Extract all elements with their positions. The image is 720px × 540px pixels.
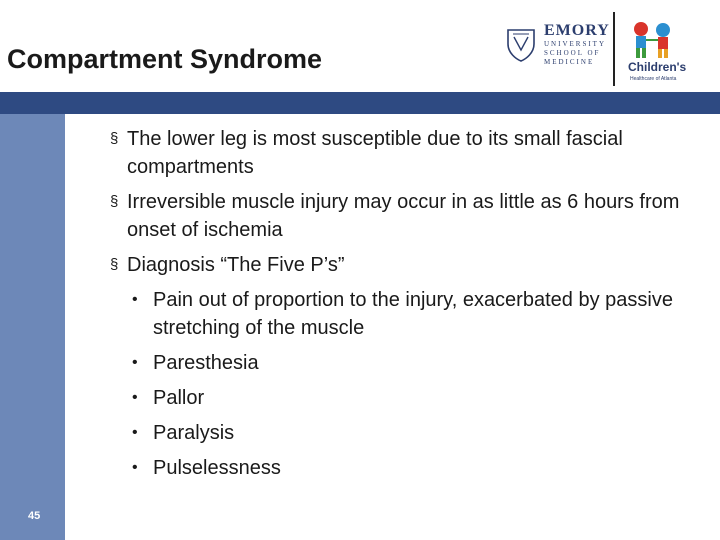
sub-bullet-marker: • xyxy=(132,389,138,406)
sub-bullet-text: Paralysis xyxy=(153,422,235,444)
bullet-text: Diagnosis “The Five P’s” xyxy=(127,254,345,276)
sub-bullet-item xyxy=(110,454,700,482)
childrens-tagline: Healthcare of Atlanta xyxy=(630,76,677,82)
logo-area xyxy=(500,10,705,90)
sub-bullet-item xyxy=(110,419,700,447)
sub-bullet-text: Paresthesia xyxy=(153,352,259,374)
emory-line3: SCHOOL OF xyxy=(544,49,601,57)
bullet-item xyxy=(110,188,700,244)
emory-shield-icon xyxy=(506,28,536,62)
sub-bullet-text: Pallor xyxy=(153,387,205,409)
sub-bullet-marker: • xyxy=(132,459,138,476)
bullet-text: Irreversible muscle injury may occur in as little as 6 hours from onset of ischemia xyxy=(127,191,680,241)
bullet-marker: § xyxy=(110,130,119,147)
bullet-marker: § xyxy=(110,256,119,273)
sub-bullet-marker: • xyxy=(132,291,138,308)
sub-bullet-item xyxy=(110,384,700,412)
bullet-item xyxy=(110,251,700,279)
emory-wordmark xyxy=(544,22,610,67)
sub-bullet-text: Pain out of proportion to the injury, exacerbated by passive stretching of the muscle xyxy=(153,289,673,339)
childrens-kids-icon xyxy=(628,20,678,60)
emory-line2: UNIVERSITY xyxy=(544,40,606,48)
side-bar xyxy=(0,114,65,540)
emory-line1: EMORY xyxy=(544,22,610,39)
sub-bullet-marker: • xyxy=(132,354,138,371)
page-number: 45 xyxy=(28,510,41,522)
bullet-item xyxy=(110,125,700,181)
sub-bullet-marker: • xyxy=(132,424,138,441)
bullet-text: The lower leg is most susceptible due to its small fascial compartments xyxy=(127,128,623,178)
emory-line4: MEDICINE xyxy=(544,58,595,66)
sub-bullet-item xyxy=(110,349,700,377)
bullet-marker: § xyxy=(110,193,119,210)
header-bar xyxy=(0,92,720,114)
logo-divider xyxy=(613,12,615,86)
slide-title: Compartment Syndrome xyxy=(7,44,323,74)
bullet-list xyxy=(110,125,700,489)
childrens-wordmark: Children's xyxy=(628,60,687,74)
sub-bullet-item xyxy=(110,286,700,342)
sub-bullet-text: Pulselessness xyxy=(153,457,281,479)
